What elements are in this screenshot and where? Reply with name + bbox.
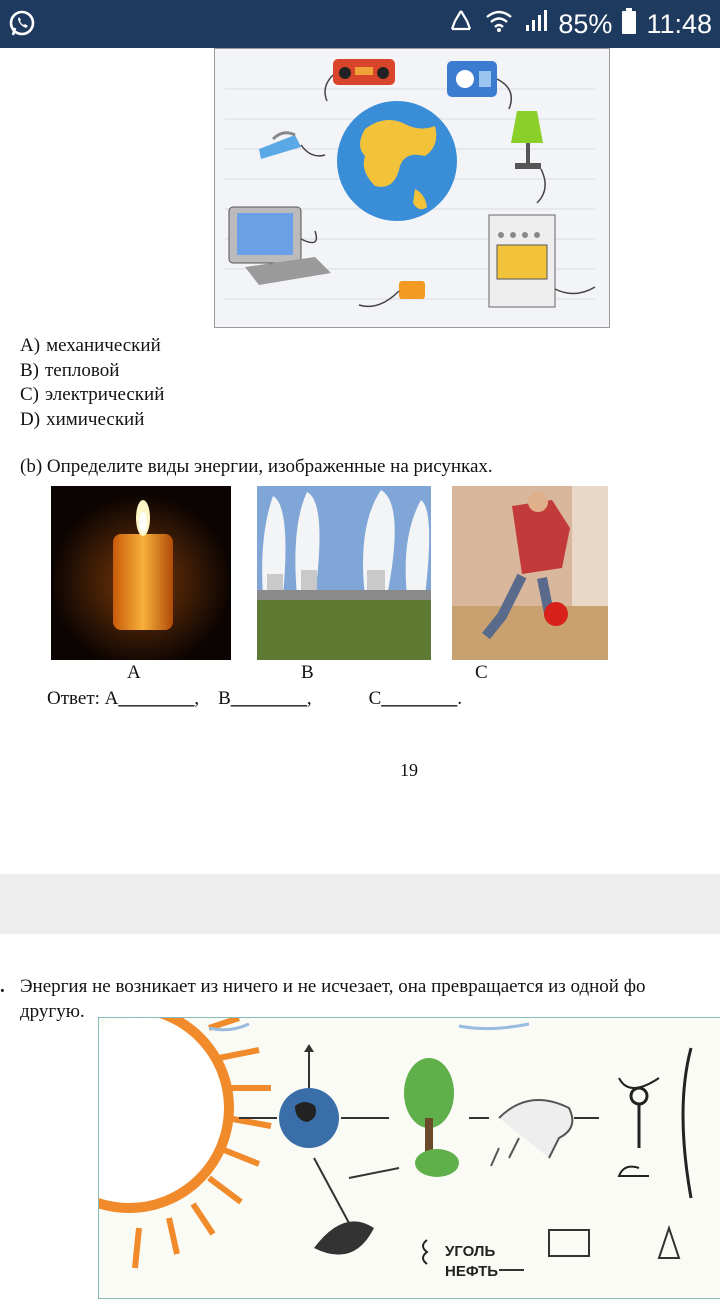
answer-prefix: Ответ: A: [47, 688, 119, 709]
option-c[interactable]: [20, 383, 164, 408]
document-page-2[interactable]: [0, 934, 720, 1280]
energy-flow-diagram: [98, 1017, 720, 1299]
option-letter: C): [20, 384, 39, 405]
answer-blank-a[interactable]: ________: [118, 688, 195, 709]
signal-icon: [524, 9, 548, 40]
caption-c: C: [475, 662, 488, 683]
option-text: электрический: [45, 384, 165, 405]
diagram-word-coal: УГОЛЬ: [445, 1243, 496, 1260]
statement-line-1: Энергия не возникает из ничего и не исчезает, она превращается из одной фо: [20, 976, 646, 997]
diagram-word-oil: НЕФТЬ: [445, 1263, 499, 1280]
option-text: химический: [46, 408, 145, 430]
answer-end: .: [457, 688, 462, 709]
statement-line-2: другую.: [20, 1001, 85, 1022]
option-letter: D): [20, 408, 41, 430]
clock: 11:48: [646, 8, 712, 39]
recycle-icon: [448, 9, 474, 40]
option-text: тепловой: [45, 359, 120, 381]
status-bar: [0, 0, 720, 48]
answer-label-b: , B: [194, 688, 231, 709]
caption-a: A: [127, 662, 141, 683]
option-letter: B): [20, 359, 39, 381]
caption-b: B: [301, 662, 314, 683]
energy-appliances-illustration: [214, 48, 610, 328]
option-d[interactable]: [20, 408, 164, 433]
page-separator: [0, 874, 720, 934]
candle-photo: [51, 486, 231, 660]
bowling-photo: [452, 486, 608, 660]
option-text: механический: [46, 335, 161, 356]
option-a[interactable]: [20, 334, 164, 359]
option-letter: A): [20, 335, 41, 356]
wifi-icon: [484, 9, 514, 40]
battery-icon: [622, 8, 636, 41]
answer-label-c: , C: [306, 688, 382, 709]
option-b[interactable]: [20, 359, 164, 384]
answer-blank-b[interactable]: ________: [230, 688, 307, 709]
answer-blank-c[interactable]: ________: [381, 688, 458, 709]
bullet: .: [0, 976, 5, 997]
document-page[interactable]: [0, 48, 720, 874]
page-number: 19: [400, 760, 418, 780]
battery-percent: 85%: [558, 8, 613, 39]
question-b: (b) Определите виды энергии, изображенные на рисунках.: [20, 456, 493, 477]
whatsapp-icon[interactable]: [6, 8, 38, 40]
power-plant-photo: [257, 486, 431, 660]
answer-options: [20, 334, 164, 432]
answer-line: [47, 688, 462, 710]
